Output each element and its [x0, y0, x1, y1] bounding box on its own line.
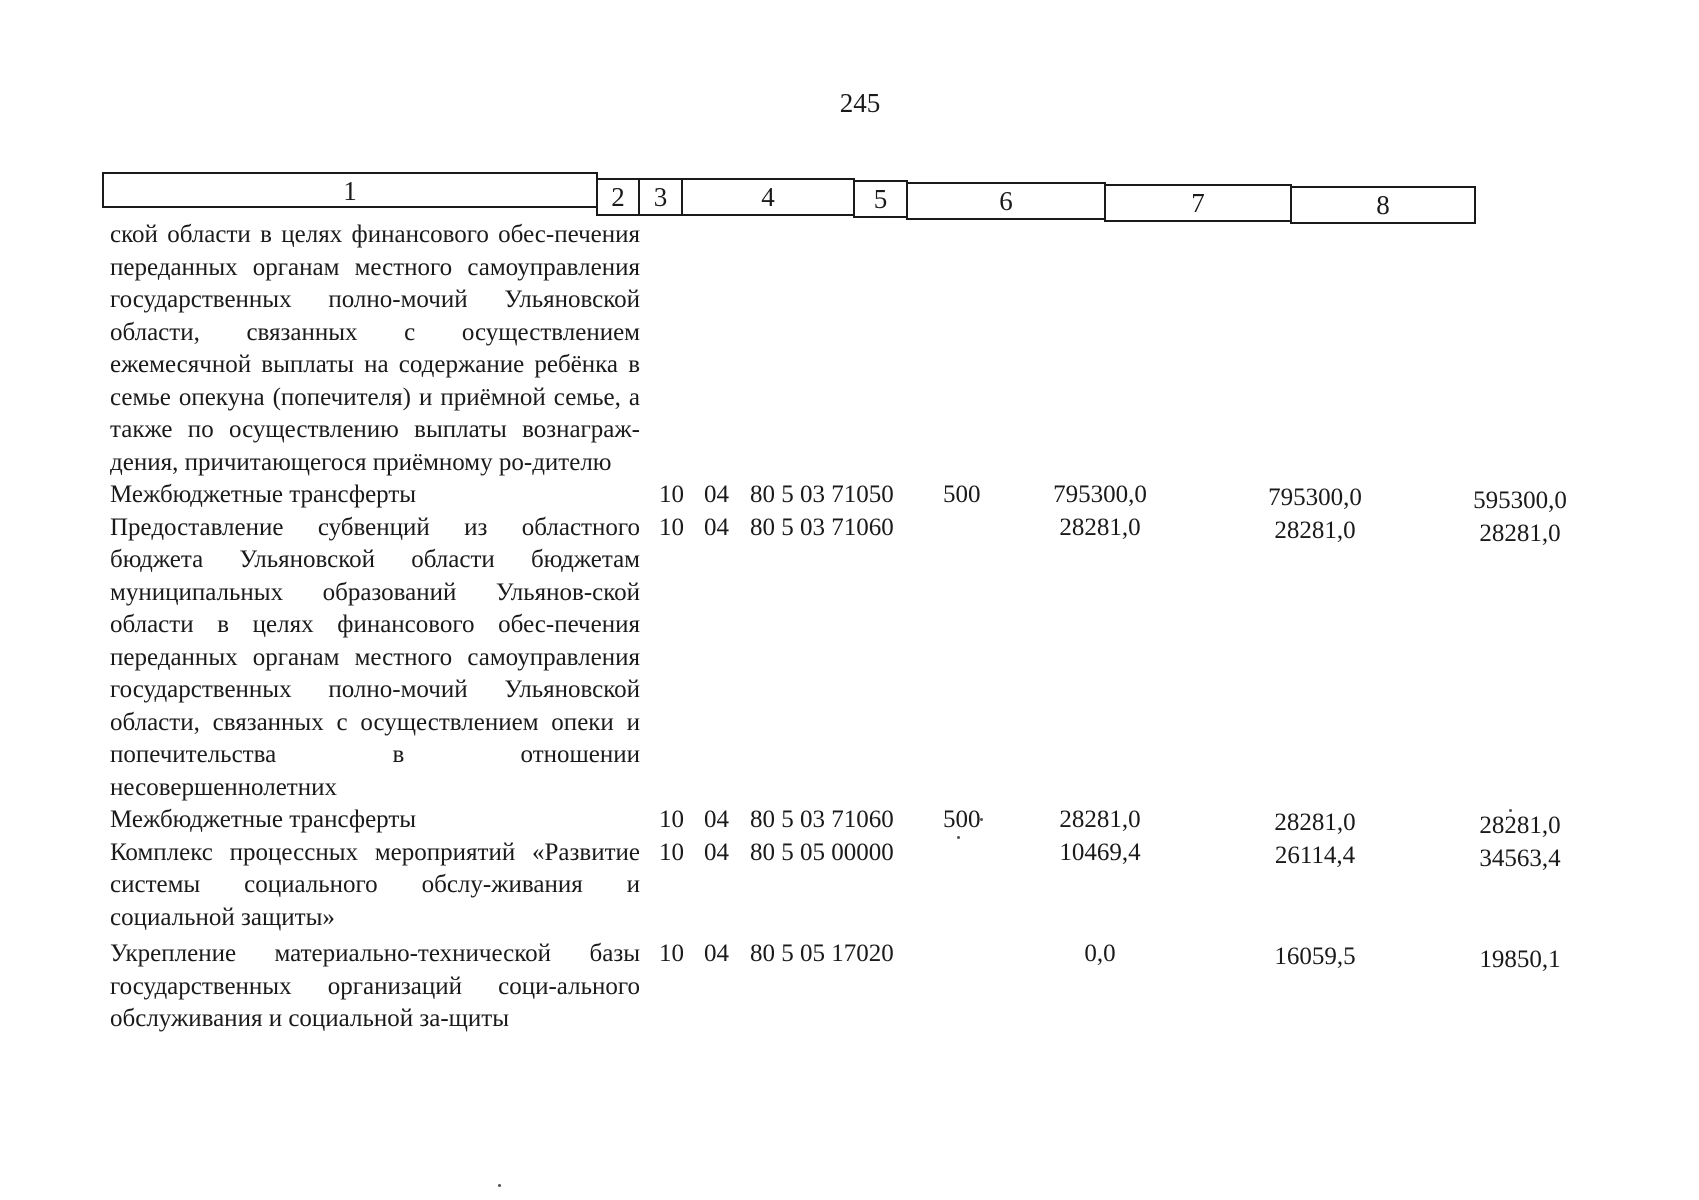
budget-table [110, 176, 1612, 1036]
cell-year-1: 28281,0 [1059, 806, 1141, 833]
table-row [110, 219, 1612, 479]
cell-subsection: 04 [704, 481, 729, 508]
row-name: Межбюджетные трансферты [110, 806, 417, 833]
header-cell-2: 2 [596, 178, 640, 216]
cell-target-article: 80 5 03 71060 [750, 806, 894, 833]
cell-year-2: 28281,0 [1274, 516, 1356, 544]
row-name: Укрепление материально-технической базы государственных организаций соци-ального обслуживания и социальной за-щиты [110, 940, 640, 1032]
cell-year-2: 16059,5 [1274, 943, 1356, 970]
cell-year-1: 795300,0 [1053, 481, 1147, 508]
scan-speck [1509, 809, 1512, 812]
cell-section: 10 [659, 940, 684, 967]
cell-subsection: 04 [704, 806, 729, 833]
cell-expense-type: 500 [943, 806, 981, 833]
cell-year-2: 26114,4 [1274, 841, 1356, 869]
page-number: 245 [839, 88, 881, 118]
cell-target-article: 80 5 05 00000 [750, 838, 894, 866]
table-row [110, 837, 1612, 935]
cell-year-3: 595300,0 [1473, 487, 1567, 514]
cell-year-1: 28281,0 [1059, 513, 1141, 541]
cell-year-3: 28281,0 [1479, 812, 1561, 839]
row-name: Межбюджетные трансферты [110, 481, 417, 508]
row-name: Предоставление субвенций из областного бюджета Ульяновской области бюджетам муниципальных образований Ульянов-ской области в целях финансового обес-печения переданных органам местного самоуправления государственных полно-мочий Ульяновской области, связанных с осуществлением опеки и попечительства в отношении несовершеннолетних [110, 513, 640, 801]
header-cell-1: 1 [102, 172, 598, 208]
table-row [110, 804, 1612, 837]
cell-year-2: 795300,0 [1268, 484, 1362, 511]
cell-section: 10 [659, 513, 684, 541]
header-cell-7: 7 [1104, 184, 1292, 222]
cell-year-3: 19850,1 [1479, 946, 1561, 973]
cell-expense-type: 500 [943, 481, 981, 508]
cell-year-3: 28281,0 [1479, 519, 1561, 547]
header-cell-3: 3 [638, 178, 683, 216]
cell-year-1: 10469,4 [1059, 838, 1141, 866]
cell-target-article: 80 5 03 71060 [750, 513, 894, 541]
cell-section: 10 [659, 806, 684, 833]
cell-section: 10 [659, 481, 684, 508]
scan-speck [498, 1184, 501, 1187]
table-row [110, 512, 1612, 805]
cell-target-article: 80 5 03 71050 [750, 481, 894, 508]
cell-subsection: 04 [704, 838, 729, 866]
header-cell-8: 8 [1290, 186, 1476, 224]
cell-section: 10 [659, 838, 684, 866]
cell-target-article: 80 5 05 17020 [750, 940, 894, 967]
scan-speck [957, 836, 960, 839]
header-cell-4: 4 [681, 178, 855, 216]
cell-year-2: 28281,0 [1274, 809, 1356, 836]
row-name: Комплекс процессных мероприятий «Развитие системы социального обслу-живания и социальной защиты» [110, 838, 640, 931]
cell-subsection: 04 [704, 513, 729, 541]
row-name: ской области в целях финансового обес-печения переданных органам местного самоуправления государственных полно-мочий Ульяновской области, связанных с осуществлением ежемесячной выплаты на содержание ребёнка в семье опекуна (попечителя) и приёмной семье, а также по осуществлению выплаты вознаграж-дения, причитающегося приёмному ро-дителю [110, 221, 640, 476]
cell-year-1: 0,0 [1084, 940, 1116, 967]
table-row [110, 938, 1612, 1036]
cell-year-3: 34563,4 [1479, 844, 1561, 872]
table-row [110, 479, 1612, 512]
header-cell-6: 6 [906, 182, 1106, 220]
cell-subsection: 04 [704, 940, 729, 967]
scan-speck [980, 818, 983, 821]
header-cell-5: 5 [853, 180, 908, 218]
